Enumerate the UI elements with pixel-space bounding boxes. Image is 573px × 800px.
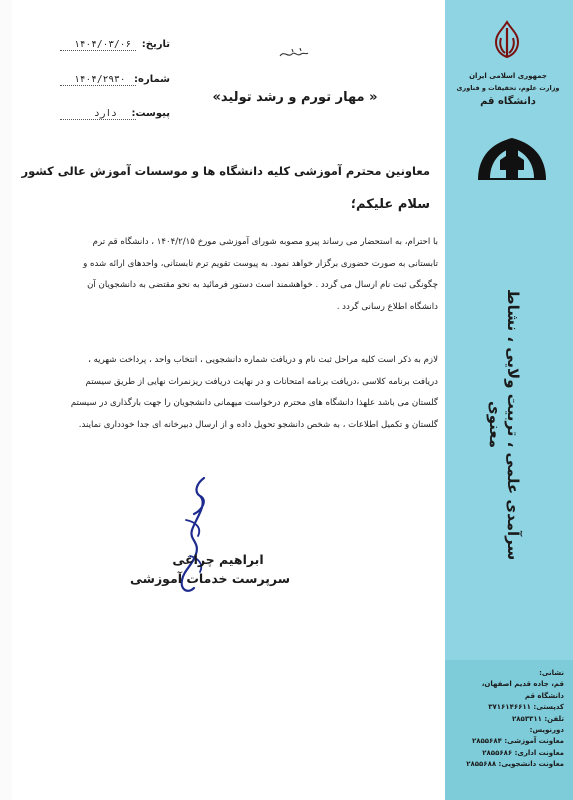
- paragraph-line: با احترام، به استحضار می رساند پیرو مصوبه شورای آموزشی مورخ ۱۴۰۴/۲/۱۵ ، دانشگاه قم ترم: [92, 237, 438, 247]
- paragraph-line: تابستانی به صورت حضوری برگزار خواهد نمود. به پیوست تقویم ترم تابستانی، واحدهای ارائه شده و: [83, 258, 438, 269]
- iran-emblem-icon: [490, 20, 524, 60]
- paragraph-2: [36, 350, 438, 436]
- signer-name: ابراهیم چراغی: [172, 552, 264, 567]
- postal-code: کدپستی: ۳۷۱۶۱۴۶۶۱۱: [488, 703, 564, 712]
- attachment-label: پیوست:: [131, 108, 170, 119]
- contact-info: [452, 668, 564, 771]
- fax-education: معاونت آموزشی: ۲۸۵۵۶۸۴: [471, 737, 564, 746]
- paragraph-line: دانشگاه اطلاع رسانی گردد .: [336, 301, 438, 312]
- fax-label: دورنویس:: [529, 726, 564, 735]
- signer-position: سرپرست خدمات آموزشی: [130, 571, 290, 586]
- paragraph-line: دریافت برنامه کلاسی ،دریافت برنامه امتحانات و در نهایت دریافت ریزنمرات نهایی از طریق سیستم: [85, 376, 438, 387]
- paragraph-line: گلستان می باشد علهذا دانشگاه های محترم درخواست میهمانی دانشجویان را جهت بارگذاری در سیستم: [70, 398, 438, 409]
- ministry-name: وزارت علوم، تحقیقات و فناوری: [456, 84, 560, 92]
- greeting: سلام علیکم؛: [350, 197, 430, 212]
- paragraph-line: چگونگی ثبت نام ارسال می گردد . خواهشمند است دستور فرمائید به نحو مقتضی به دانشجویان آن: [87, 280, 438, 291]
- university-logo-icon: [470, 130, 554, 186]
- paragraph-line: لازم به ذکر است کلیه مراحل ثبت نام و دریافت شماره دانشجویی ، انتخاب واحد ، پرداخت شهریه ،: [88, 355, 438, 365]
- university-motto: سرآمدی علمی ، تربیت ولایی ، نشاط معنوی: [486, 289, 522, 561]
- paragraph-line: گلستان و تکمیل اطلاعات ، به شخص دانشجو تحویل داده و از ارسال دبیرخانه ای جدا خودداری نمایند.: [78, 419, 438, 430]
- paragraph-1: [36, 232, 438, 318]
- number-value: ۱۴۰۴/۲۹۳۰: [74, 74, 126, 85]
- address-university: دانشگاه قم: [524, 691, 564, 700]
- date-field: [60, 39, 170, 53]
- address-label: نشانی:: [539, 669, 564, 677]
- bismillah-calligraphy: [278, 46, 310, 60]
- recipient-line: معاونین محترم آموزشی کلیه دانشگاه ها و موسسات آموزش عالی کشور: [21, 164, 430, 178]
- address-line: قم، جاده قدیم اصفهان،: [481, 680, 564, 689]
- date-label: تاریخ:: [141, 39, 170, 50]
- number-label: شماره:: [134, 74, 170, 85]
- fax-student: معاونت دانشجویی: ۲۸۵۵۶۸۸: [466, 760, 564, 769]
- number-field: [60, 74, 170, 88]
- fax-admin: معاونت اداری: ۲۸۵۵۶۸۶: [482, 748, 564, 757]
- university-name: دانشگاه قم: [480, 96, 536, 107]
- phone-number: تلفن: ۲۸۵۳۳۱۱: [512, 714, 564, 723]
- attachment-field: [60, 108, 170, 122]
- attachment-value: دارد: [94, 108, 117, 119]
- gov-name: جمهوری اسلامی ایران: [469, 72, 547, 80]
- document-slogan: « مهار تورم و رشد تولید»: [212, 90, 378, 105]
- date-value: ۱۴۰۴/۰۳/۰۶: [74, 39, 132, 50]
